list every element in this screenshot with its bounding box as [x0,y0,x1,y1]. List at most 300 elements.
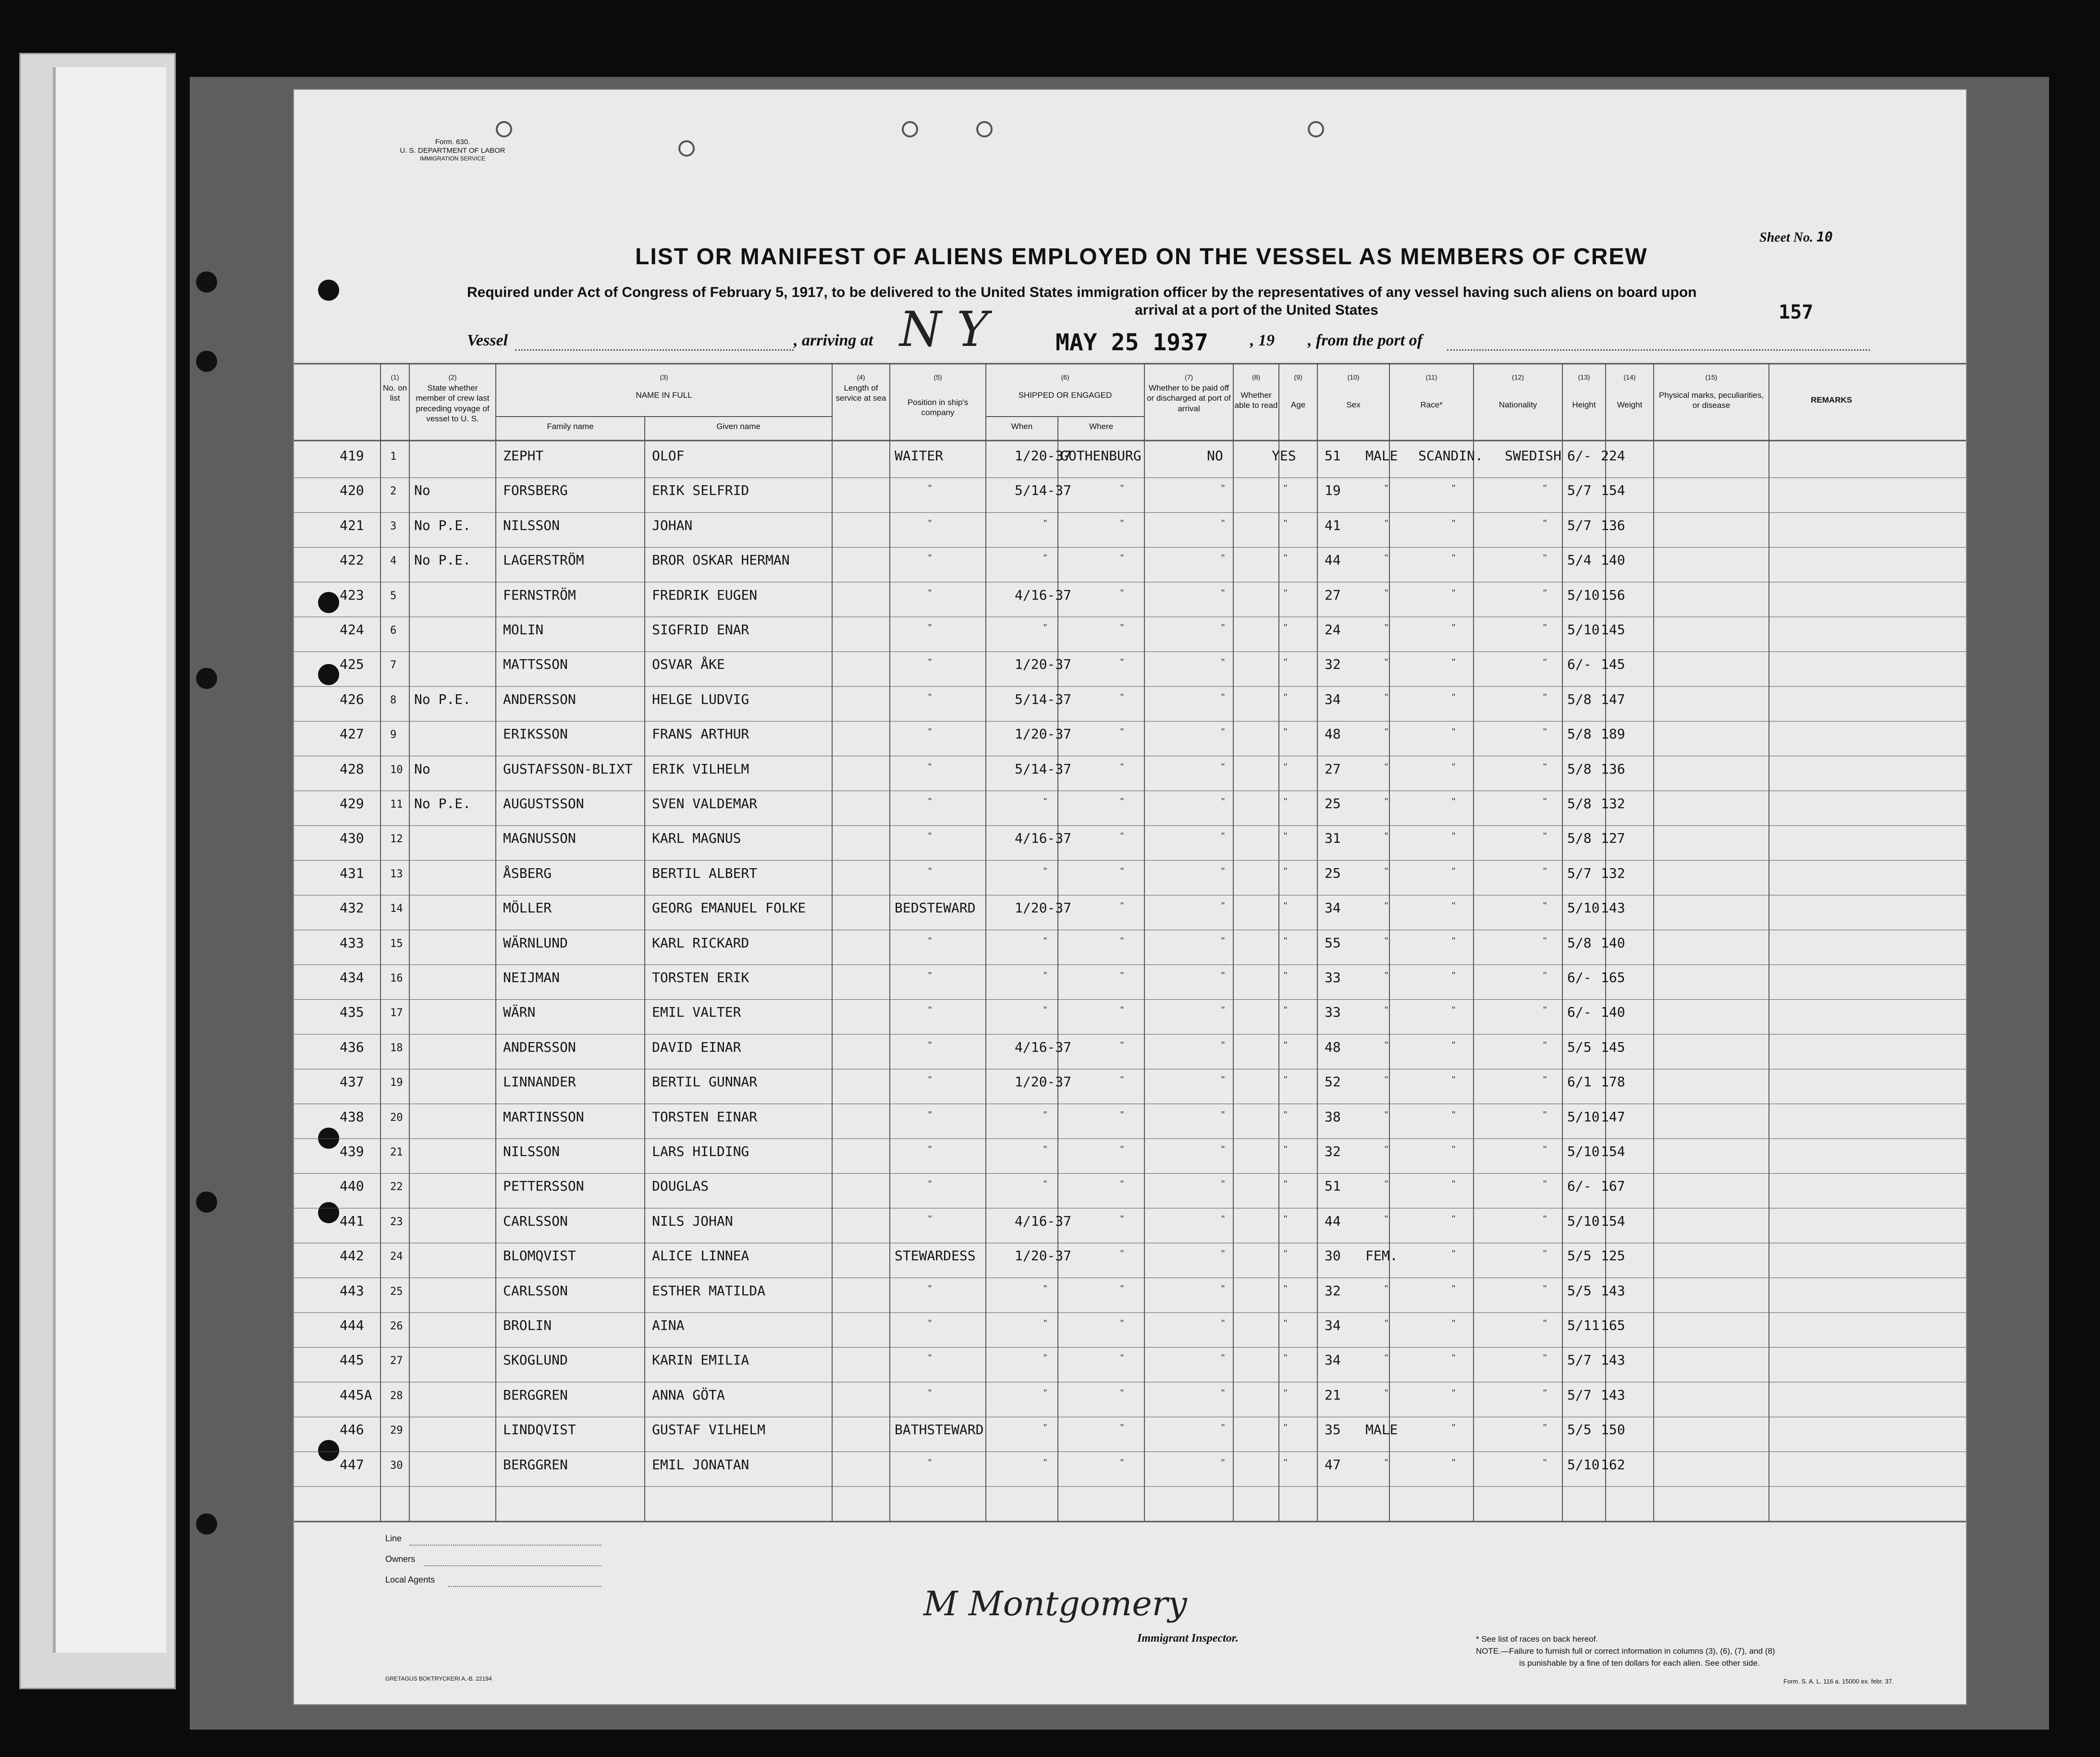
ditto-mark: " [1452,1040,1456,1051]
age: 48 [1325,1039,1341,1055]
sheet-label: Sheet No. 10 [1759,229,1833,245]
height: 5/7 [1567,482,1592,499]
row-number: 9 [390,729,397,741]
ditto-mark: " [928,1353,932,1364]
ditto-mark: " [1385,692,1388,703]
ditto-mark: " [1452,518,1456,529]
row-number: 19 [390,1077,403,1089]
ditto-mark: " [928,1005,932,1016]
weight: 136 [1601,517,1625,533]
height: 5/5 [1567,1039,1592,1055]
ditto-mark: " [1385,1109,1388,1120]
height: 5/10 [1567,1143,1600,1159]
given-name: SIGFRID ENAR [652,622,749,638]
printer-imprint: GRETAGUS BOKTRYCKERI A.-B. 22194 [385,1675,492,1682]
family-name: FERNSTRÖM [503,587,576,603]
age: 27 [1325,761,1341,777]
prev-voyage: No P.E. [414,517,471,533]
ditto-mark: " [1385,1075,1388,1086]
family-name: WÄRNLUND [503,934,568,951]
height: 6/- [1567,656,1592,673]
punch-hole [196,1192,217,1213]
weight: 147 [1601,1108,1625,1125]
row-number: 15 [390,937,403,950]
ditto-mark: " [1452,1109,1456,1120]
sex: MALE [1365,448,1398,464]
ditto-mark: " [1221,1109,1225,1120]
family-name: AUGUSTSSON [503,796,584,811]
ditto-mark: " [1120,1249,1124,1260]
ditto-mark: " [1543,901,1547,912]
row-number: 21 [390,1146,403,1158]
ditto-mark: " [1452,1144,1456,1155]
row-number: 13 [390,868,403,880]
ditto-mark: " [1284,692,1288,703]
ditto-mark: " [1452,1179,1456,1190]
ditto-mark: " [1385,971,1388,981]
age: 55 [1325,934,1341,951]
given-name: ALICE LINNEA [652,1248,749,1264]
ditto-mark: " [1543,1457,1547,1468]
row-number: 14 [390,903,403,915]
ditto-mark: " [1452,901,1456,912]
weight: 143 [1601,1387,1625,1403]
ditto-mark: " [1452,1214,1456,1225]
ditto-mark: " [1385,727,1388,738]
ditto-mark: " [1284,762,1288,773]
height: 5/4 [1567,552,1592,568]
age: 30 [1325,1248,1341,1264]
punch-hole [196,1513,217,1535]
ditto-mark: " [1543,866,1547,877]
weight: 143 [1601,1282,1625,1299]
ditto-mark: " [1543,971,1547,981]
ditto-mark: " [928,762,932,773]
age: 32 [1325,656,1341,673]
ditto-mark: " [928,1318,932,1329]
ditto-mark: " [1543,762,1547,773]
ditto-mark: " [1120,692,1124,703]
given-name: ERIK SELFRID [652,482,749,499]
ditto-mark: " [1385,657,1388,668]
weight: 154 [1601,1143,1625,1159]
ditto-mark: " [1543,1214,1547,1225]
ditto-mark: " [1120,1109,1124,1120]
col-num: (7) [1184,373,1193,381]
ditto-mark: " [1284,1457,1288,1468]
list-ref-number: 445A [340,1387,372,1403]
ditto-mark: " [1543,623,1547,633]
list-ref-number: 430 [340,830,364,847]
height: 5/8 [1567,796,1592,811]
manifest-subtitle: Required under Act of Congress of February 5, 1917, to be delivered to the United States immigration officer by the representatives of any vessel having such aliens on board upon [467,284,1697,300]
list-ref-number: 439 [340,1143,364,1159]
note-penalty: NOTE.—Failure to furnish full or correct information in columns (3), (6), (7), and (8) [1476,1646,1775,1656]
position: BEDSTEWARD [895,900,976,916]
position: BATHSTEWARD [895,1422,984,1438]
col-header-given: Given name [716,422,761,431]
col-num: (8) [1252,373,1261,381]
ditto-mark: " [1543,1075,1547,1086]
ditto-mark: " [1385,901,1388,912]
ditto-mark: " [1221,1005,1225,1016]
ditto-mark: " [1543,1144,1547,1155]
ditto-mark: " [1284,971,1288,981]
ditto-mark: " [1284,1005,1288,1016]
row-number: 27 [390,1355,403,1367]
col-header-nationality: Nationality [1498,400,1537,409]
family-name: MAGNUSSON [503,830,576,847]
row-number: 24 [390,1251,403,1263]
ditto-mark: " [1543,727,1547,738]
prev-voyage: No [414,761,430,777]
ditto-mark: " [1452,483,1456,494]
weight: 140 [1601,934,1625,951]
ditto-mark: " [1221,1214,1225,1225]
height: 5/5 [1567,1248,1592,1264]
ditto-mark: " [1221,831,1225,842]
col-num: (1) [391,373,399,381]
manifest-title: LIST OR MANIFEST OF ALIENS EMPLOYED ON THE VESSEL AS MEMBERS OF CREW [635,244,1648,270]
ditto-mark: " [1221,692,1225,703]
arriving-port-handwritten: N Y [899,301,989,357]
family-name: WÄRN [503,1004,536,1020]
ditto-mark: " [928,483,932,494]
ditto-mark: " [1284,518,1288,529]
height: 5/7 [1567,1387,1592,1403]
ditto-mark: " [1452,971,1456,981]
ditto-mark: " [1284,831,1288,842]
ditto-mark: " [1221,483,1225,494]
row-number: 25 [390,1285,403,1298]
ditto-mark: " [1452,623,1456,633]
ditto-mark: " [1385,1283,1388,1294]
ditto-mark: " [1120,866,1124,877]
position: WAITER [895,448,944,464]
ditto-mark: " [1221,588,1225,599]
form-number: Form. 630. [435,138,470,146]
ditto-mark: " [928,588,932,599]
ditto-mark: " [1284,1214,1288,1225]
weight: 127 [1601,830,1625,847]
ditto-mark: " [1543,588,1547,599]
given-name: DOUGLAS [652,1178,709,1194]
ditto-mark: " [1284,866,1288,877]
line-label: Line [385,1534,402,1543]
prev-voyage: No [414,482,430,499]
col-header-height: Height [1572,400,1596,409]
family-name: CARLSSON [503,1282,568,1299]
ditto-mark: " [1452,1457,1456,1468]
family-name: ÅSBERG [503,865,552,881]
col-header-paid-off: Whether to be paid off or discharged at port of arrival [1147,383,1231,413]
ditto-mark: " [1543,1388,1547,1399]
ditto-mark: " [1385,1179,1388,1190]
ditto-mark: " [1452,762,1456,773]
ditto-mark: " [1452,935,1456,946]
ditto-mark: " [1284,1179,1288,1190]
prev-voyage: No P.E. [414,691,471,707]
line-field [409,1545,602,1546]
family-name: MÖLLER [503,900,552,916]
prev-voyage: No P.E. [414,796,471,811]
ditto-mark: " [1120,518,1124,529]
col-header-weight: Weight [1617,400,1643,409]
col-num: (14) [1623,373,1636,381]
age: 31 [1325,830,1341,847]
date-stamp: MAY 25 1937 [1056,329,1208,356]
ditto-mark: " [1452,1318,1456,1329]
year-label: , 19 [1250,332,1275,349]
position: STEWARDESS [895,1248,976,1264]
ditto-mark: " [928,1457,932,1468]
ditto-mark: " [1284,797,1288,807]
ditto-mark: " [928,831,932,842]
col-header-family: Family name [547,422,594,431]
ditto-mark: " [1543,692,1547,703]
ditto-mark: " [1120,657,1124,668]
ditto-mark: " [1543,657,1547,668]
height: 5/10 [1567,1108,1600,1125]
height: 5/8 [1567,830,1592,847]
ditto-mark: " [1120,1283,1124,1294]
ditto-mark: " [1044,1388,1047,1399]
weight: 143 [1601,900,1625,916]
height: 5/8 [1567,761,1592,777]
ditto-mark: " [1120,483,1124,494]
list-ref-number: 442 [340,1248,364,1264]
given-name: BERTIL ALBERT [652,865,758,881]
ditto-mark: " [1543,1318,1547,1329]
family-name: ANDERSSON [503,1039,576,1055]
col-num: (15) [1705,373,1718,381]
ditto-mark: " [1221,1075,1225,1086]
given-name: KARL RICKARD [652,934,749,951]
ditto-mark: " [1543,935,1547,946]
given-name: SVEN VALDEMAR [652,796,758,811]
col-header-age: Age [1290,400,1306,409]
weight: 178 [1601,1074,1625,1090]
ditto-mark: " [1284,1040,1288,1051]
ditto-mark: " [1543,1353,1547,1364]
ditto-mark: " [1543,518,1547,529]
ditto-mark: " [1543,553,1547,564]
height: 6/- [1567,448,1592,464]
age: 33 [1325,970,1341,985]
given-name: TORSTEN EINAR [652,1108,758,1125]
ditto-mark: " [928,971,932,981]
ditto-mark: " [928,935,932,946]
shipped-when: 1/20-37 [1015,656,1072,673]
ditto-mark: " [1543,1109,1547,1120]
list-ref-number: 432 [340,900,364,916]
height: 5/10 [1567,1213,1600,1229]
ditto-mark: " [1284,1283,1288,1294]
age: 35 [1325,1422,1341,1438]
ditto-mark: " [1044,1353,1047,1364]
given-name: EMIL VALTER [652,1004,741,1020]
ditto-mark: " [928,692,932,703]
list-ref-number: 427 [340,726,364,742]
ditto-mark: " [1543,1179,1547,1190]
ditto-mark: " [928,1214,932,1225]
height: 5/11 [1567,1317,1600,1333]
ditto-mark: " [1452,1075,1456,1086]
ditto-mark: " [1120,831,1124,842]
ditto-mark: " [1221,1179,1225,1190]
given-name: ANNA GÖTA [652,1387,725,1403]
given-name: GUSTAF VILHELM [652,1422,766,1438]
row-number: 12 [390,833,403,846]
height: 5/7 [1567,865,1592,881]
shipped-when: 1/20-37 [1015,1074,1072,1090]
ditto-mark: " [1044,866,1047,877]
age: 47 [1325,1456,1341,1473]
age: 34 [1325,691,1341,707]
height: 5/7 [1567,517,1592,533]
list-ref-number: 422 [340,552,364,568]
ditto-mark: " [1284,1075,1288,1086]
ditto-mark: " [928,866,932,877]
vessel-label: Vessel [467,332,508,349]
ditto-mark: " [1543,1423,1547,1434]
age: 25 [1325,796,1341,811]
height: 6/- [1567,1004,1592,1020]
list-ref-number: 440 [340,1178,364,1194]
ditto-mark: " [1385,1388,1388,1399]
shipped-when: 1/20-37 [1015,1248,1072,1264]
ditto-mark: " [1044,935,1047,946]
inspector-signature: M Montgomery [923,1584,1187,1623]
weight: 145 [1601,656,1625,673]
weight: 167 [1601,1178,1625,1194]
weight: 165 [1601,1317,1625,1333]
punch-hole [196,351,217,372]
given-name: KARIN EMILIA [652,1352,749,1368]
col-header-position: Position in ship's company [907,398,969,418]
given-name: BERTIL GUNNAR [652,1074,758,1090]
ditto-mark: " [1452,1005,1456,1016]
ditto-mark: " [1385,797,1388,807]
ditto-mark: " [1543,1249,1547,1260]
given-name: TORSTEN ERIK [652,970,749,985]
ditto-mark: " [1120,553,1124,564]
ditto-mark: " [1452,1249,1456,1260]
list-ref-number: 423 [340,587,364,603]
ditto-mark: " [1452,727,1456,738]
family-name: SKOGLUND [503,1352,568,1368]
family-name: ZEPHT [503,448,544,464]
ditto-mark: " [1221,866,1225,877]
page-number-stamp: 157 [1779,301,1814,323]
list-ref-number: 446 [340,1422,364,1438]
ditto-mark: " [1543,831,1547,842]
weight: 132 [1601,796,1625,811]
ditto-mark: " [1452,588,1456,599]
ditto-mark: " [1221,1457,1225,1468]
inspector-label: Immigrant Inspector. [1137,1632,1239,1645]
age: 38 [1325,1108,1341,1125]
age: 24 [1325,622,1341,638]
age: 34 [1325,1352,1341,1368]
given-name: DAVID EINAR [652,1039,741,1055]
ditto-mark: " [1452,831,1456,842]
shipped-when: 1/20-37 [1015,448,1072,464]
ditto-mark: " [1120,588,1124,599]
ditto-mark: " [1221,1144,1225,1155]
ditto-mark: " [1120,1388,1124,1399]
ditto-mark: " [1284,1318,1288,1329]
ditto-mark: " [1543,483,1547,494]
weight: 154 [1601,1213,1625,1229]
ditto-mark: " [1452,1283,1456,1294]
ditto-mark: " [1221,1353,1225,1364]
ditto-mark: " [1385,1353,1388,1364]
row-number: 28 [390,1389,403,1402]
weight: 189 [1601,726,1625,742]
ditto-mark: " [1120,935,1124,946]
given-name: HELGE LUDVIG [652,691,749,707]
ditto-mark: " [1044,518,1047,529]
shipped-when: 5/14-37 [1015,761,1072,777]
col-header-remarks: REMARKS [1811,395,1852,405]
ditto-mark: " [1385,1005,1388,1016]
family-name: BROLIN [503,1317,552,1333]
col-header-read: Whether able to read [1234,391,1278,410]
ditto-mark: " [1044,1005,1047,1016]
age: 48 [1325,726,1341,742]
family-name: ERIKSSON [503,726,568,742]
ditto-mark: " [1044,1179,1047,1190]
family-name: LINDQVIST [503,1422,576,1438]
ditto-mark: " [928,797,932,807]
ditto-mark: " [1385,1318,1388,1329]
list-ref-number: 434 [340,970,364,985]
ditto-mark: " [1452,1388,1456,1399]
given-name: FRANS ARTHUR [652,726,749,742]
col-num: (10) [1347,373,1360,381]
height: 5/10 [1567,622,1600,638]
ditto-mark: " [1385,553,1388,564]
row-number: 2 [390,485,397,498]
list-ref-number: 435 [340,1004,364,1020]
given-name: AINA [652,1317,685,1333]
ditto-mark: " [1044,1457,1047,1468]
ditto-mark: " [1284,623,1288,633]
ditto-mark: " [928,518,932,529]
arriving-label: , arriving at [794,332,873,349]
shipped-when: 4/16-37 [1015,1039,1072,1055]
list-ref-number: 443 [340,1282,364,1299]
local-agents-field [448,1586,602,1587]
ditto-mark: " [928,1040,932,1051]
sex: FEM. [1365,1248,1398,1264]
list-ref-number: 429 [340,796,364,811]
age: 34 [1325,900,1341,916]
col-num: (4) [857,373,865,381]
shipped-when: 4/16-37 [1015,1213,1072,1229]
family-name: NEIJMAN [503,970,560,985]
ditto-mark: " [1221,518,1225,529]
family-name: LAGERSTRÖM [503,552,584,568]
ditto-mark: " [1284,483,1288,494]
row-number: 10 [390,763,403,776]
ditto-mark: " [1385,866,1388,877]
row-number: 20 [390,1111,403,1124]
given-name: LARS HILDING [652,1143,749,1159]
row-number: 1 [390,451,397,463]
family-name: LINNANDER [503,1074,576,1090]
